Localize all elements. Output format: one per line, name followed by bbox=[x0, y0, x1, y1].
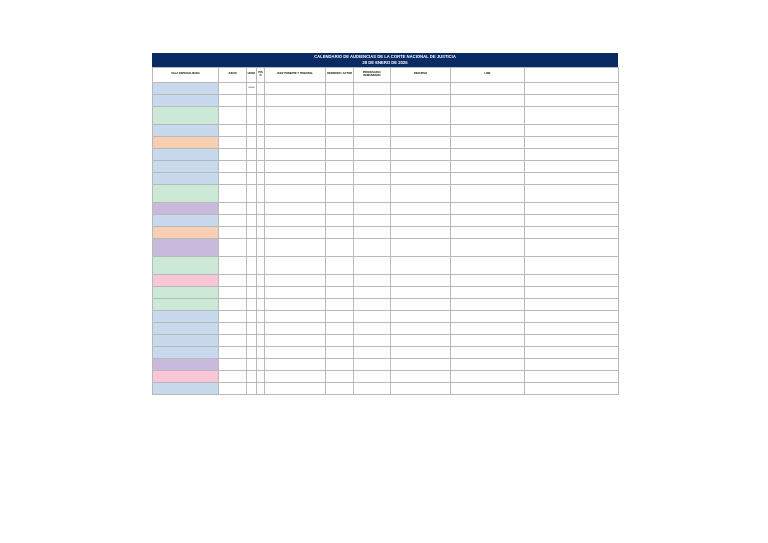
cell-sala bbox=[153, 214, 219, 226]
calendar-title-bar bbox=[152, 53, 618, 67]
cell-sala bbox=[153, 184, 219, 202]
cell-extra bbox=[525, 82, 619, 94]
cell-piso bbox=[257, 124, 265, 136]
cell-link[interactable] bbox=[451, 298, 525, 310]
cell-hora: 08H00 bbox=[247, 82, 257, 94]
cell-actor bbox=[326, 214, 354, 226]
table-row bbox=[153, 358, 619, 370]
cell-link[interactable] bbox=[451, 274, 525, 286]
cell-demandado bbox=[354, 172, 391, 184]
cell-demandado bbox=[354, 298, 391, 310]
cell-actor bbox=[326, 310, 354, 322]
table-row bbox=[153, 382, 619, 394]
cell-recurso bbox=[391, 94, 451, 106]
cell-extra bbox=[525, 202, 619, 214]
table-row bbox=[153, 82, 619, 94]
cell-juicio bbox=[219, 82, 247, 94]
cell-extra bbox=[525, 274, 619, 286]
cell-juez bbox=[265, 256, 326, 274]
cell-extra bbox=[525, 346, 619, 358]
cell-actor bbox=[326, 274, 354, 286]
cell-sala bbox=[153, 202, 219, 214]
cell-recurso bbox=[391, 286, 451, 298]
cell-hora bbox=[247, 286, 257, 298]
cell-extra bbox=[525, 124, 619, 136]
cell-sala bbox=[153, 172, 219, 184]
table-row bbox=[153, 202, 619, 214]
cell-juez bbox=[265, 172, 326, 184]
cell-actor bbox=[326, 184, 354, 202]
cell-sala bbox=[153, 124, 219, 136]
table-row bbox=[153, 310, 619, 322]
cell-piso bbox=[257, 358, 265, 370]
cell-hora bbox=[247, 184, 257, 202]
cell-demandado bbox=[354, 358, 391, 370]
cell-link[interactable] bbox=[451, 124, 525, 136]
cell-link[interactable] bbox=[451, 148, 525, 160]
column-header-extra bbox=[525, 67, 619, 82]
cell-juez bbox=[265, 94, 326, 106]
table-row bbox=[153, 160, 619, 172]
cell-juez bbox=[265, 148, 326, 160]
cell-extra bbox=[525, 214, 619, 226]
cell-sala bbox=[153, 226, 219, 238]
cell-link[interactable] bbox=[451, 94, 525, 106]
cell-recurso bbox=[391, 298, 451, 310]
cell-hora bbox=[247, 106, 257, 124]
cell-recurso bbox=[391, 226, 451, 238]
cell-sala bbox=[153, 382, 219, 394]
cell-extra bbox=[525, 94, 619, 106]
cell-juez bbox=[265, 82, 326, 94]
cell-recurso bbox=[391, 334, 451, 346]
cell-juez bbox=[265, 124, 326, 136]
table-row bbox=[153, 346, 619, 358]
cell-juez bbox=[265, 322, 326, 334]
cell-extra bbox=[525, 226, 619, 238]
cell-recurso bbox=[391, 106, 451, 124]
cell-juez bbox=[265, 334, 326, 346]
cell-juez bbox=[265, 346, 326, 358]
cell-hora bbox=[247, 214, 257, 226]
cell-sala bbox=[153, 286, 219, 298]
cell-demandado bbox=[354, 184, 391, 202]
cell-demandado bbox=[354, 136, 391, 148]
cell-recurso bbox=[391, 148, 451, 160]
cell-actor bbox=[326, 124, 354, 136]
cell-link[interactable] bbox=[451, 346, 525, 358]
cell-demandado bbox=[354, 310, 391, 322]
cell-juicio bbox=[219, 334, 247, 346]
column-header-piso: PISO bbox=[257, 67, 265, 82]
calendar-title: CALENDARIO DE AUDIENCIAS DE LA CORTE NACIONAL DE JUSTICIA bbox=[314, 54, 456, 59]
cell-extra bbox=[525, 106, 619, 124]
cell-sala bbox=[153, 334, 219, 346]
cell-extra bbox=[525, 298, 619, 310]
cell-juez bbox=[265, 382, 326, 394]
cell-sala bbox=[153, 136, 219, 148]
cell-sala bbox=[153, 256, 219, 274]
cell-sala bbox=[153, 310, 219, 322]
cell-piso bbox=[257, 370, 265, 382]
cell-demandado bbox=[354, 124, 391, 136]
cell-link[interactable] bbox=[451, 160, 525, 172]
cell-actor bbox=[326, 334, 354, 346]
cell-piso bbox=[257, 94, 265, 106]
cell-juez bbox=[265, 160, 326, 172]
cell-sala bbox=[153, 94, 219, 106]
cell-juez bbox=[265, 184, 326, 202]
column-header-sala: SALA ESPECIALIZADA bbox=[153, 67, 219, 82]
cell-actor bbox=[326, 322, 354, 334]
cell-piso bbox=[257, 160, 265, 172]
cell-actor bbox=[326, 298, 354, 310]
cell-juez bbox=[265, 358, 326, 370]
table-row bbox=[153, 238, 619, 256]
cell-extra bbox=[525, 148, 619, 160]
cell-demandado bbox=[354, 106, 391, 124]
cell-piso bbox=[257, 82, 265, 94]
cell-actor bbox=[326, 94, 354, 106]
cell-piso bbox=[257, 172, 265, 184]
cell-juicio bbox=[219, 382, 247, 394]
table-row bbox=[153, 370, 619, 382]
cell-demandado bbox=[354, 256, 391, 274]
cell-recurso bbox=[391, 256, 451, 274]
table-row bbox=[153, 94, 619, 106]
cell-recurso bbox=[391, 382, 451, 394]
cell-juicio bbox=[219, 148, 247, 160]
cell-juicio bbox=[219, 172, 247, 184]
cell-hora bbox=[247, 94, 257, 106]
cell-piso bbox=[257, 136, 265, 148]
cell-sala bbox=[153, 106, 219, 124]
cell-extra bbox=[525, 256, 619, 274]
cell-actor bbox=[326, 226, 354, 238]
cell-hora bbox=[247, 238, 257, 256]
cell-piso bbox=[257, 184, 265, 202]
table-body bbox=[153, 82, 619, 394]
cell-hora bbox=[247, 382, 257, 394]
cell-juicio bbox=[219, 358, 247, 370]
table-header-row bbox=[153, 67, 619, 82]
cell-hora bbox=[247, 172, 257, 184]
cell-sala bbox=[153, 358, 219, 370]
cell-piso bbox=[257, 382, 265, 394]
cell-actor bbox=[326, 82, 354, 94]
cell-juicio bbox=[219, 370, 247, 382]
cell-sala bbox=[153, 298, 219, 310]
cell-link[interactable] bbox=[451, 358, 525, 370]
table-row bbox=[153, 298, 619, 310]
calendar-date: 28 DE ENERO DE 2025 bbox=[362, 59, 408, 65]
cell-recurso bbox=[391, 310, 451, 322]
cell-juicio bbox=[219, 274, 247, 286]
cell-juicio bbox=[219, 94, 247, 106]
column-header-hora: HORA bbox=[247, 67, 257, 82]
cell-juez bbox=[265, 214, 326, 226]
cell-recurso bbox=[391, 214, 451, 226]
table-row bbox=[153, 334, 619, 346]
cell-juicio bbox=[219, 136, 247, 148]
cell-juez bbox=[265, 238, 326, 256]
cell-juicio bbox=[219, 238, 247, 256]
cell-link[interactable] bbox=[451, 370, 525, 382]
cell-link[interactable] bbox=[451, 136, 525, 148]
cell-recurso bbox=[391, 124, 451, 136]
cell-piso bbox=[257, 214, 265, 226]
cell-actor bbox=[326, 136, 354, 148]
cell-demandado bbox=[354, 82, 391, 94]
cell-demandado bbox=[354, 370, 391, 382]
cell-demandado bbox=[354, 226, 391, 238]
cell-link[interactable] bbox=[451, 310, 525, 322]
cell-hora bbox=[247, 310, 257, 322]
cell-piso bbox=[257, 256, 265, 274]
column-header-actor: OFENDIDO / ACTOR bbox=[326, 67, 354, 82]
cell-juicio bbox=[219, 124, 247, 136]
cell-piso bbox=[257, 226, 265, 238]
cell-juicio bbox=[219, 106, 247, 124]
cell-piso bbox=[257, 286, 265, 298]
cell-sala bbox=[153, 322, 219, 334]
table-row bbox=[153, 274, 619, 286]
cell-extra bbox=[525, 370, 619, 382]
cell-piso bbox=[257, 310, 265, 322]
cell-hora bbox=[247, 334, 257, 346]
cell-extra bbox=[525, 160, 619, 172]
cell-actor bbox=[326, 202, 354, 214]
cell-sala bbox=[153, 370, 219, 382]
cell-juicio bbox=[219, 286, 247, 298]
cell-demandado bbox=[354, 148, 391, 160]
cell-actor bbox=[326, 172, 354, 184]
table-row bbox=[153, 184, 619, 202]
cell-hora bbox=[247, 136, 257, 148]
cell-actor bbox=[326, 256, 354, 274]
table-row bbox=[153, 124, 619, 136]
cell-actor bbox=[326, 238, 354, 256]
cell-demandado bbox=[354, 214, 391, 226]
cell-extra bbox=[525, 286, 619, 298]
cell-recurso bbox=[391, 82, 451, 94]
hearings-calendar bbox=[152, 53, 618, 395]
cell-juicio bbox=[219, 298, 247, 310]
cell-link[interactable] bbox=[451, 322, 525, 334]
cell-piso bbox=[257, 106, 265, 124]
cell-juez bbox=[265, 106, 326, 124]
cell-juez bbox=[265, 370, 326, 382]
cell-actor bbox=[326, 106, 354, 124]
cell-demandado bbox=[354, 382, 391, 394]
cell-link[interactable] bbox=[451, 184, 525, 202]
cell-hora bbox=[247, 298, 257, 310]
cell-sala bbox=[153, 160, 219, 172]
cell-link[interactable] bbox=[451, 238, 525, 256]
table-row bbox=[153, 286, 619, 298]
cell-piso bbox=[257, 298, 265, 310]
cell-actor bbox=[326, 160, 354, 172]
cell-recurso bbox=[391, 274, 451, 286]
cell-demandado bbox=[354, 322, 391, 334]
table-row bbox=[153, 226, 619, 238]
cell-recurso bbox=[391, 322, 451, 334]
cell-extra bbox=[525, 322, 619, 334]
cell-link[interactable] bbox=[451, 334, 525, 346]
cell-piso bbox=[257, 148, 265, 160]
cell-recurso bbox=[391, 160, 451, 172]
cell-extra bbox=[525, 382, 619, 394]
cell-demandado bbox=[354, 274, 391, 286]
cell-recurso bbox=[391, 184, 451, 202]
cell-sala bbox=[153, 346, 219, 358]
cell-recurso bbox=[391, 172, 451, 184]
cell-actor bbox=[326, 370, 354, 382]
cell-link[interactable] bbox=[451, 214, 525, 226]
cell-link[interactable] bbox=[451, 256, 525, 274]
cell-juez bbox=[265, 226, 326, 238]
table-row bbox=[153, 214, 619, 226]
cell-link[interactable] bbox=[451, 286, 525, 298]
cell-piso bbox=[257, 346, 265, 358]
cell-actor bbox=[326, 346, 354, 358]
cell-juicio bbox=[219, 160, 247, 172]
table-row bbox=[153, 256, 619, 274]
cell-demandado bbox=[354, 160, 391, 172]
cell-juicio bbox=[219, 226, 247, 238]
cell-actor bbox=[326, 286, 354, 298]
cell-juicio bbox=[219, 214, 247, 226]
cell-sala bbox=[153, 274, 219, 286]
cell-juicio bbox=[219, 184, 247, 202]
cell-hora bbox=[247, 370, 257, 382]
cell-juez bbox=[265, 298, 326, 310]
cell-piso bbox=[257, 202, 265, 214]
cell-link[interactable] bbox=[451, 382, 525, 394]
cell-piso bbox=[257, 322, 265, 334]
column-header-juicio: JUICIO bbox=[219, 67, 247, 82]
cell-link[interactable] bbox=[451, 226, 525, 238]
cell-link[interactable] bbox=[451, 172, 525, 184]
cell-juez bbox=[265, 202, 326, 214]
cell-juez bbox=[265, 274, 326, 286]
cell-piso bbox=[257, 334, 265, 346]
table-row bbox=[153, 148, 619, 160]
cell-hora bbox=[247, 202, 257, 214]
column-header-demandado: PROCESADO / DEMANDADO bbox=[354, 67, 391, 82]
cell-actor bbox=[326, 358, 354, 370]
cell-extra bbox=[525, 184, 619, 202]
cell-juez bbox=[265, 310, 326, 322]
cell-extra bbox=[525, 172, 619, 184]
cell-hora bbox=[247, 160, 257, 172]
cell-link[interactable] bbox=[451, 202, 525, 214]
column-header-recurso: RECURSO bbox=[391, 67, 451, 82]
cell-actor bbox=[326, 382, 354, 394]
cell-hora bbox=[247, 346, 257, 358]
cell-juicio bbox=[219, 256, 247, 274]
cell-sala bbox=[153, 82, 219, 94]
cell-recurso bbox=[391, 358, 451, 370]
cell-juicio bbox=[219, 346, 247, 358]
cell-juicio bbox=[219, 310, 247, 322]
cell-actor bbox=[326, 148, 354, 160]
cell-juicio bbox=[219, 202, 247, 214]
cell-hora bbox=[247, 256, 257, 274]
cell-extra bbox=[525, 334, 619, 346]
table-row bbox=[153, 106, 619, 124]
cell-hora bbox=[247, 274, 257, 286]
table-row bbox=[153, 172, 619, 184]
cell-recurso bbox=[391, 202, 451, 214]
column-header-link: LINK bbox=[451, 67, 525, 82]
cell-extra bbox=[525, 238, 619, 256]
cell-juez bbox=[265, 286, 326, 298]
column-header-juez: JUEZ PONENTE Y TRIBUNAL bbox=[265, 67, 326, 82]
cell-juicio bbox=[219, 322, 247, 334]
cell-juez bbox=[265, 136, 326, 148]
cell-demandado bbox=[354, 238, 391, 256]
cell-link[interactable] bbox=[451, 106, 525, 124]
cell-recurso bbox=[391, 370, 451, 382]
cell-demandado bbox=[354, 346, 391, 358]
cell-recurso bbox=[391, 346, 451, 358]
cell-hora bbox=[247, 322, 257, 334]
cell-hora bbox=[247, 148, 257, 160]
cell-demandado bbox=[354, 202, 391, 214]
cell-recurso bbox=[391, 136, 451, 148]
cell-demandado bbox=[354, 94, 391, 106]
cell-hora bbox=[247, 124, 257, 136]
cell-hora bbox=[247, 358, 257, 370]
cell-recurso bbox=[391, 238, 451, 256]
table-row bbox=[153, 322, 619, 334]
cell-piso bbox=[257, 238, 265, 256]
cell-hora bbox=[247, 226, 257, 238]
hearings-table bbox=[152, 67, 619, 395]
cell-extra bbox=[525, 136, 619, 148]
cell-extra bbox=[525, 310, 619, 322]
table-row bbox=[153, 136, 619, 148]
cell-link[interactable] bbox=[451, 82, 525, 94]
cell-sala bbox=[153, 238, 219, 256]
cell-demandado bbox=[354, 334, 391, 346]
cell-piso bbox=[257, 274, 265, 286]
cell-demandado bbox=[354, 286, 391, 298]
cell-extra bbox=[525, 358, 619, 370]
cell-sala bbox=[153, 148, 219, 160]
